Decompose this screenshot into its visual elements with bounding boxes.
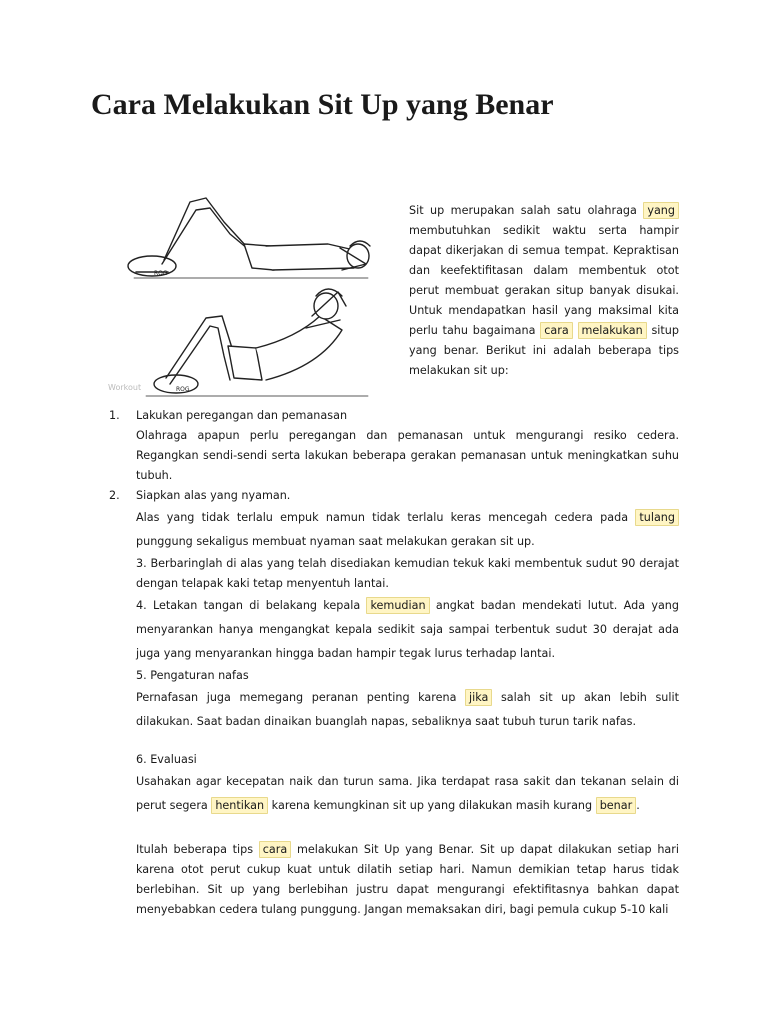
step-1-heading: 1. Lakukan peregangan dan pemanasan bbox=[109, 409, 348, 422]
svg-text:ROG: ROG bbox=[154, 270, 168, 277]
page-title: Cara Melakukan Sit Up yang Benar bbox=[91, 88, 554, 121]
step-2-text: Alas yang tidak terlalu empuk namun tidak terlalu keras mencegah cedera pada tulang punggung sekaligus membuat nyaman saat melakukan gerakan sit up. bbox=[109, 506, 679, 554]
step-6-text: Usahakan agar kecepatan naik dan turun sama. Jika terdapat rasa sakit dan tekanan selain di perut segera hentikan karena kemungkinan sit up yang dilakukan masih kurang benar . bbox=[136, 775, 679, 812]
step-5-heading: 5. Pengaturan nafas bbox=[136, 669, 249, 682]
keyword-link[interactable]: cara bbox=[540, 322, 572, 339]
closing-paragraph: Itulah beberapa tips cara melakukan Sit Up yang Benar. Sit up dapat dilakukan setiap hari karena otot perut cukup kuat untuk dilatih setiap hari. Namun demikian tetap harus tidak berlebihan. Sit up yang berlebihan justru dapat mengurangi efektifitasnya bahkan dapat menyebabkan cedera tulang punggung. Jangan memaksakan diri, bagi pemula cukup 5-10 kali bbox=[136, 843, 679, 916]
keyword-link[interactable]: jika bbox=[465, 689, 492, 706]
keyword-link[interactable]: hentikan bbox=[211, 797, 268, 814]
keyword-link[interactable]: tulang bbox=[635, 509, 679, 526]
keyword-link[interactable]: benar bbox=[596, 797, 637, 814]
situp-figure-crunch bbox=[146, 289, 368, 396]
steps-list bbox=[109, 406, 679, 920]
situp-figure-lying bbox=[128, 198, 370, 278]
step-4-text: 4. Letakan tangan di belakang kepala kemudian angkat badan mendekati lutut. Ada yang menyarankan hanya mengangkat kepala sedikit saja sampai terbentuk sudut 30 derajat ada juga yang menyarankan hingga badan hampir tegak lurus terhadap lantai. bbox=[136, 599, 679, 660]
step-5-text: Pernafasan juga memegang peranan penting karena jika salah sit up akan lebih sulit dilakukan. Saat badan dinaikan buanglah napas, sebaliknya saat tubuh turun tarik nafas. bbox=[136, 691, 679, 728]
watermark: Workout bbox=[108, 383, 142, 392]
svg-text:ROG: ROG bbox=[176, 386, 190, 393]
intro-paragraph: Sit up merupakan salah satu olahraga yang membutuhkan sedikit waktu serta hampir dapat dikerjakan di semua tempat. Kepraktisan dan keefektifitasan dalam membentuk otot perut membuat gerakan situp banyak disukai. Untuk mendapatkan hasil yang maksimal kita perlu tahu bagaimana cara melakukan situp yang benar. Berikut ini adalah beberapa tips melakukan sit up: bbox=[409, 204, 679, 377]
keyword-link[interactable]: kemudian bbox=[366, 597, 429, 614]
step-2-heading: 2. Siapkan alas yang nyaman. bbox=[109, 489, 291, 502]
step-6-heading: 6. Evaluasi bbox=[136, 753, 197, 766]
keyword-link[interactable]: yang bbox=[643, 202, 679, 219]
situp-illustration bbox=[106, 188, 388, 406]
step-1-text: Olahraga apapun perlu peregangan dan pemanasan untuk mengurangi resiko cedera. Regangkan sendi-sendi serta lakukan beberapa gerakan pemanasan untuk meningkatkan suhu tubuh. bbox=[136, 429, 679, 482]
keyword-link[interactable]: melakukan bbox=[578, 322, 647, 339]
step-3-text: 3. Berbaringlah di alas yang telah disediakan kemudian tekuk kaki membentuk sudut 90 derajat dengan telapak kaki tetap menyentuh lantai. bbox=[136, 557, 679, 590]
keyword-link[interactable]: cara bbox=[259, 841, 291, 858]
